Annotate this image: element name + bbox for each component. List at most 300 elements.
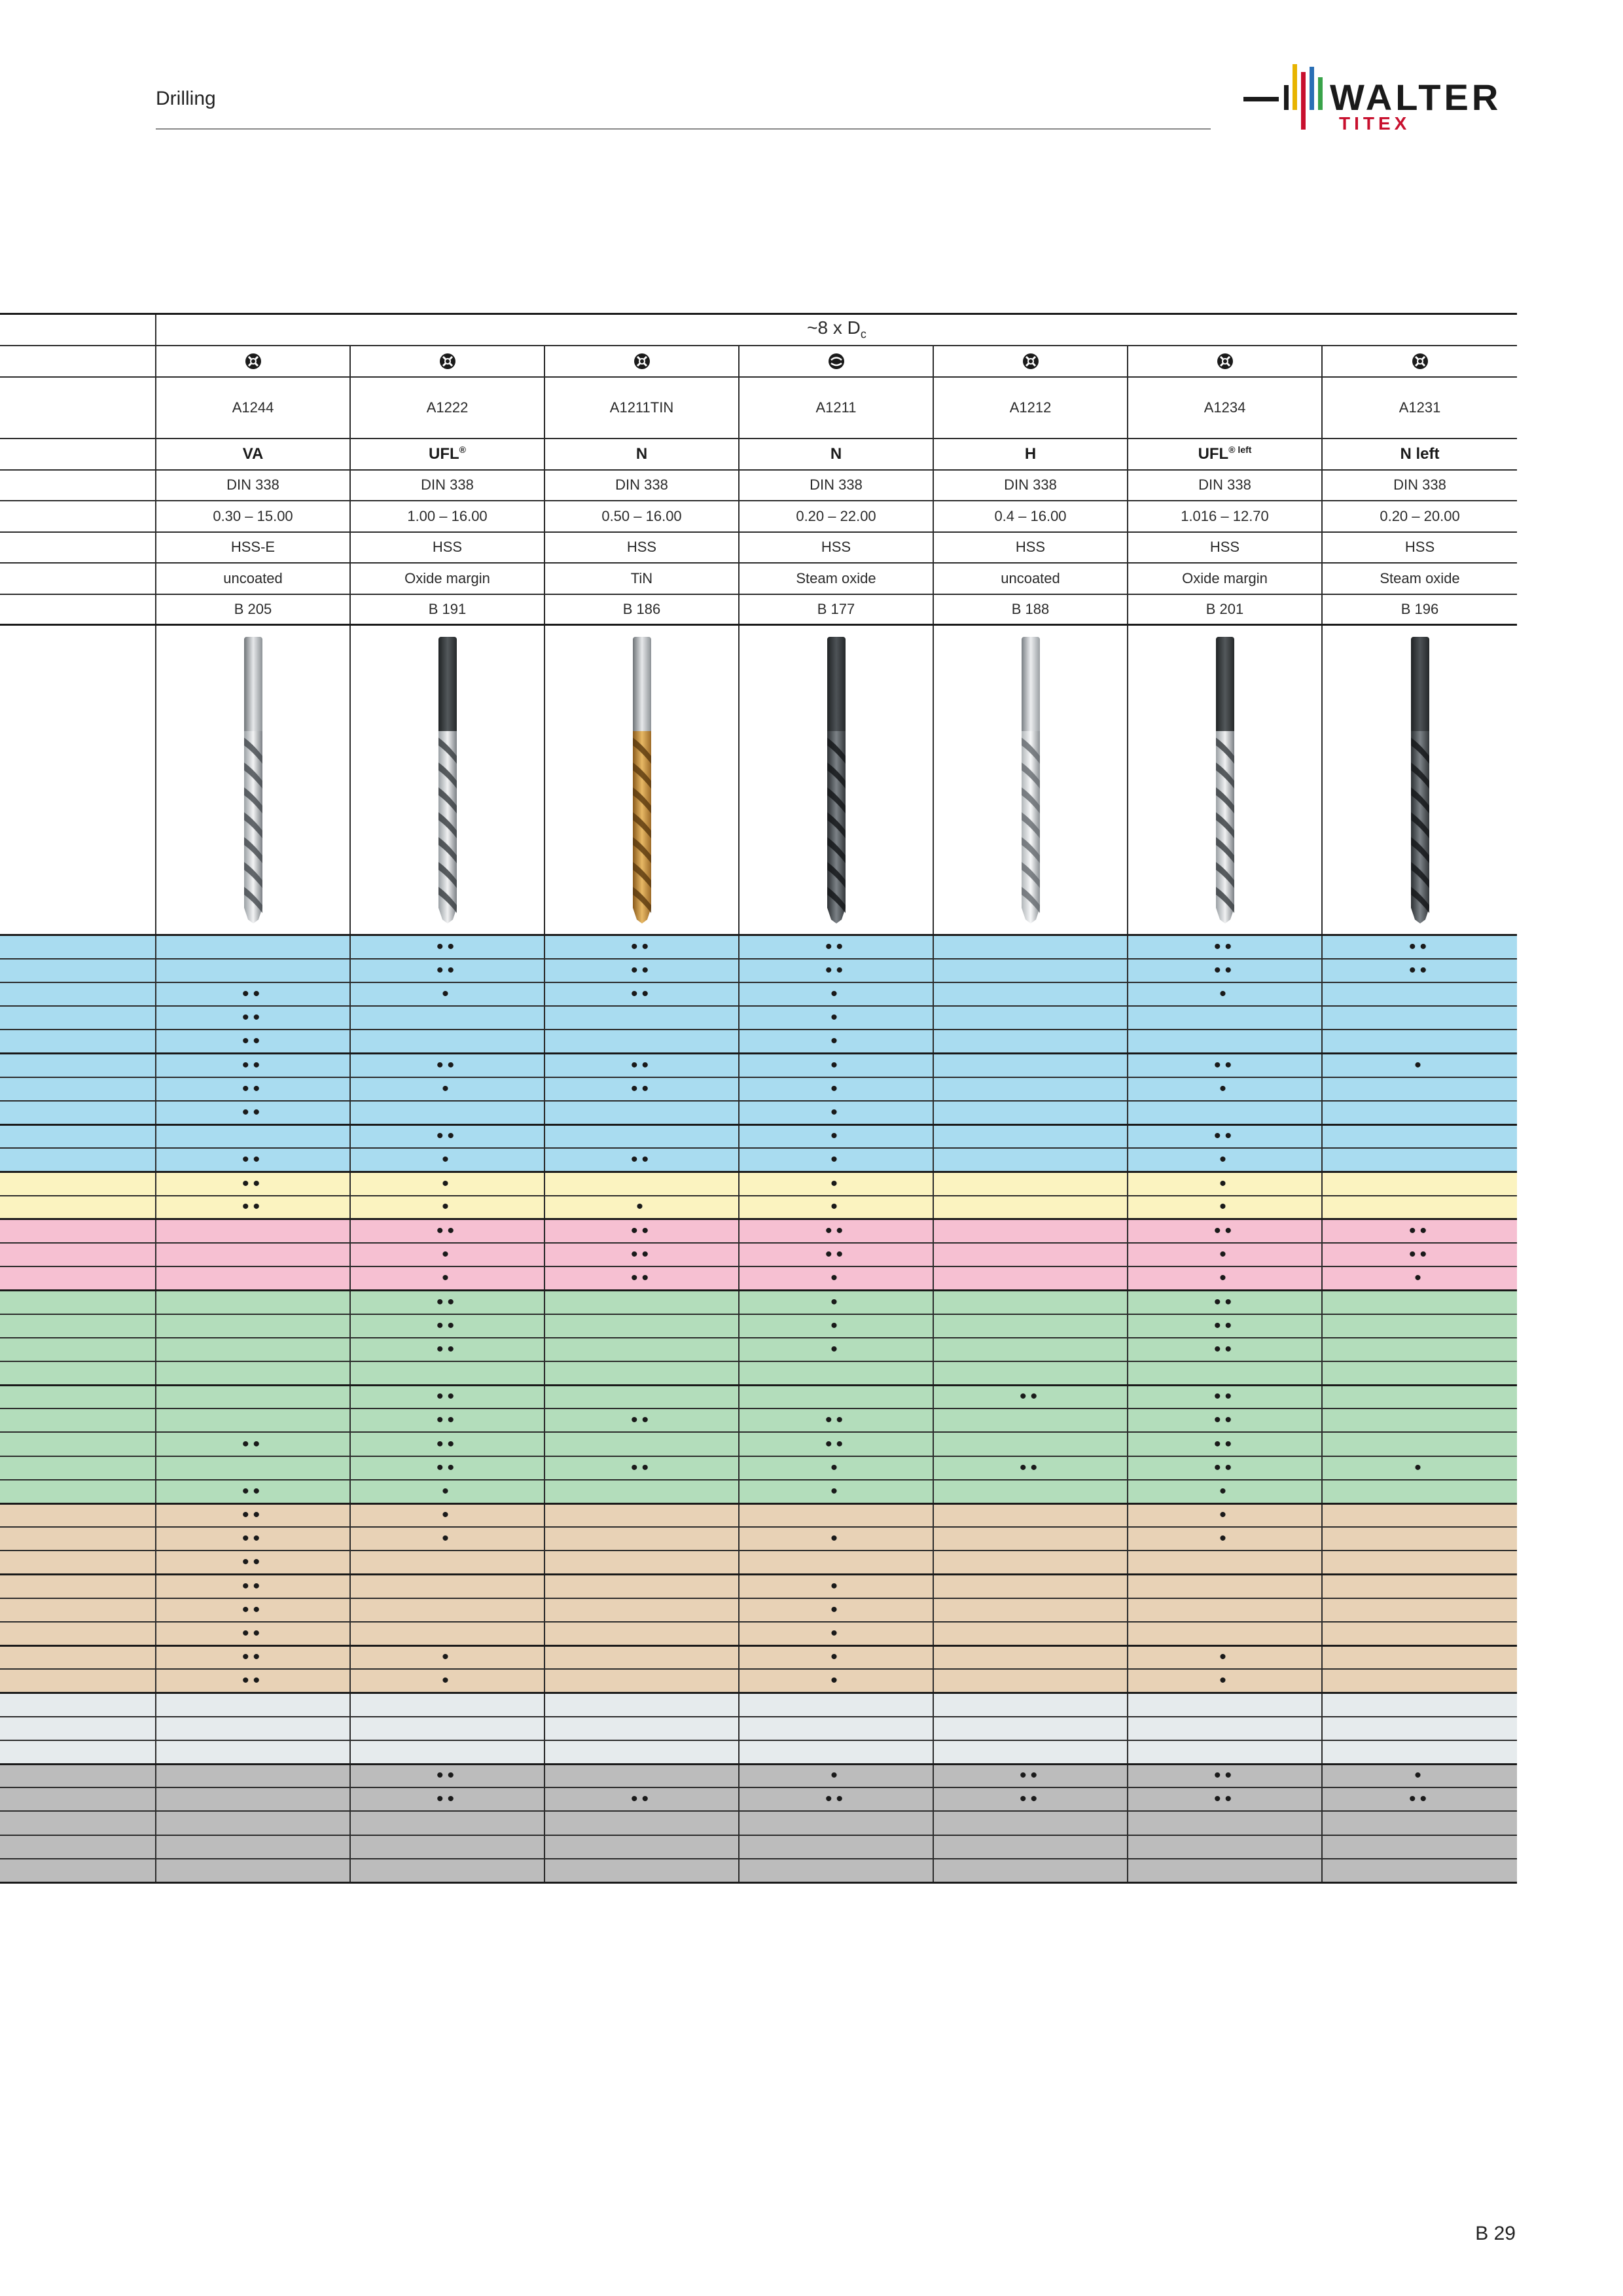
suitability-cell [933, 1456, 1128, 1480]
suitability-primary-dots: •• [1213, 1220, 1236, 1242]
suitability-cell [156, 1622, 350, 1645]
suitability-primary-dots: •• [241, 1551, 264, 1573]
type-superscript: ® left [1228, 444, 1252, 455]
suitability-cell [1322, 1030, 1517, 1053]
suitability-cell [156, 1503, 350, 1527]
material-group-cell [0, 1077, 156, 1101]
diameter-range-cell [1128, 501, 1322, 532]
suitability-cell [1322, 1622, 1517, 1645]
catalog-page-cell [739, 594, 933, 625]
suitability-cell [739, 1551, 933, 1574]
suitability-primary-dots: •• [630, 1220, 652, 1242]
suitability-primary-dots: •• [241, 1622, 264, 1644]
suitability-cell [933, 1764, 1128, 1787]
suitability-secondary-dot: • [1414, 1054, 1425, 1076]
drill-bit-image [1205, 633, 1245, 927]
suitability-cell [933, 1314, 1128, 1338]
suitability-cell [156, 1148, 350, 1172]
suitability-cell [544, 1314, 739, 1338]
material-group-cell [0, 1503, 156, 1527]
suitability-cell [1322, 1338, 1517, 1361]
logo-bar-4 [1310, 67, 1314, 110]
suitability-cell [1322, 1669, 1517, 1693]
diameter-range-cell [544, 501, 739, 532]
standard-cell-text: DIN 338 [615, 476, 668, 493]
suitability-cell [544, 1148, 739, 1172]
catalog-page-cell [933, 594, 1128, 625]
tool-type-cell [739, 439, 933, 470]
standard-cell [739, 470, 933, 501]
suitability-cell [1128, 1480, 1322, 1503]
suitability-primary-dots: •• [436, 1433, 458, 1455]
suitability-cell [156, 1124, 350, 1148]
suitability-primary-dots: •• [436, 1054, 458, 1076]
suitability-primary-dots: •• [436, 1338, 458, 1360]
suitability-cell [1322, 1598, 1517, 1622]
suitability-primary-dots: •• [1019, 1788, 1041, 1810]
suitability-cell [1128, 1503, 1322, 1527]
suitability-cell [350, 1456, 544, 1480]
suitability-cell [156, 1290, 350, 1314]
tool-type-cell-text: UFL [1198, 445, 1229, 463]
suitability-cell [1128, 1622, 1322, 1645]
suitability-primary-dots: •• [241, 1575, 264, 1597]
material-group-cell [0, 1101, 156, 1124]
suitability-cell [1128, 1575, 1322, 1598]
suitability-cell [156, 1006, 350, 1030]
suitability-cell [156, 1361, 350, 1385]
suitability-cell [933, 1385, 1128, 1408]
suitability-cell [739, 1077, 933, 1101]
diameter-range-cell-text: 0.30 – 15.00 [213, 507, 293, 524]
suitability-secondary-dot: • [830, 1125, 842, 1147]
suitability-cell [1322, 1764, 1517, 1787]
material-cell [350, 532, 544, 563]
suitability-cell [739, 1645, 933, 1669]
coating-cell-text: uncoated [223, 569, 283, 586]
suitability-primary-dots: •• [1213, 1314, 1236, 1336]
suitability-secondary-dot: • [636, 1196, 647, 1218]
suitability-cell [1128, 1006, 1322, 1030]
suitability-cell [933, 1645, 1128, 1669]
diameter-range-cell [350, 501, 544, 532]
suitability-primary-dots: •• [1409, 1244, 1431, 1266]
suitability-cell [350, 1693, 544, 1717]
suitability-cell [1128, 1456, 1322, 1480]
suitability-secondary-dot: • [1219, 1266, 1230, 1289]
suitability-cell [350, 1575, 544, 1598]
suitability-cell [156, 1551, 350, 1574]
suitability-primary-dots: •• [241, 1670, 264, 1692]
drill-point-icon [243, 351, 263, 371]
suitability-cell [933, 1859, 1128, 1882]
coating-cell-text: Oxide margin [404, 569, 490, 586]
suitability-cell [1322, 1290, 1517, 1314]
suitability-cell [156, 1219, 350, 1243]
suitability-primary-dots: •• [241, 982, 264, 1005]
suitability-cell [739, 1787, 933, 1811]
label-cell [0, 346, 156, 377]
suitability-primary-dots: •• [241, 1172, 264, 1194]
material-cell-text: HSS [821, 539, 851, 555]
suitability-cell [933, 1243, 1128, 1266]
suitability-cell [933, 935, 1128, 959]
point-icon-cell [156, 346, 350, 377]
suitability-cell [350, 1030, 544, 1053]
suitability-cell [933, 1196, 1128, 1219]
suitability-secondary-dot: • [830, 1077, 842, 1100]
suitability-primary-dots: •• [241, 1077, 264, 1100]
suitability-primary-dots: •• [630, 982, 652, 1005]
suitability-primary-dots: •• [630, 1788, 652, 1810]
suitability-primary-dots: •• [1213, 1054, 1236, 1076]
suitability-cell [1128, 1124, 1322, 1148]
drill-bit-image [622, 633, 662, 927]
designation-cell-text: A1244 [232, 399, 274, 416]
suitability-cell [1322, 1408, 1517, 1432]
coating-cell-text: Steam oxide [1380, 569, 1460, 586]
suitability-cell [1128, 1290, 1322, 1314]
point-icon-cell [1322, 346, 1517, 377]
suitability-primary-dots: •• [241, 1480, 264, 1502]
tool-type-cell [933, 439, 1128, 470]
material-group-cell [0, 1693, 156, 1717]
coating-cell [156, 563, 350, 594]
suitability-primary-dots: •• [241, 1646, 264, 1668]
drill-bit-image [1011, 633, 1050, 927]
suitability-cell [350, 1361, 544, 1385]
suitability-cell [1322, 1053, 1517, 1077]
suitability-cell [350, 1717, 544, 1740]
designation-cell-text: A1222 [426, 399, 469, 416]
suitability-cell [156, 1859, 350, 1882]
suitability-cell [544, 1077, 739, 1101]
suitability-secondary-dot: • [1219, 1646, 1230, 1668]
diameter-range-cell [933, 501, 1128, 532]
point-icon-cell [350, 346, 544, 377]
suitability-cell [933, 1717, 1128, 1740]
suitability-cell [1322, 1456, 1517, 1480]
material-group-cell [0, 1740, 156, 1764]
suitability-cell [350, 1266, 544, 1290]
suitability-cell [350, 1172, 544, 1195]
suitability-cell [350, 1101, 544, 1124]
suitability-primary-dots: •• [630, 1149, 652, 1171]
catalog-page-cell [1322, 594, 1517, 625]
suitability-cell [156, 1077, 350, 1101]
suitability-primary-dots: •• [825, 935, 847, 958]
suitability-secondary-dot: • [830, 1196, 842, 1218]
suitability-primary-dots: •• [241, 1054, 264, 1076]
tool-type-cell-text: N [830, 444, 842, 463]
product-table [0, 313, 1517, 1884]
label-cell [0, 532, 156, 563]
suitability-cell [1128, 1811, 1322, 1835]
suitability-primary-dots: •• [825, 1433, 847, 1455]
suitability-cell [156, 1338, 350, 1361]
material-group-cell [0, 1598, 156, 1622]
suitability-cell [1322, 1006, 1517, 1030]
suitability-primary-dots: •• [241, 1598, 264, 1621]
suitability-primary-dots: •• [241, 1007, 264, 1029]
suitability-cell [544, 1172, 739, 1195]
catalog-page-text: B 177 [817, 600, 855, 617]
material-group-cell [0, 1859, 156, 1882]
suitability-secondary-dot: • [442, 1244, 453, 1266]
drill-point-alt-icon [827, 351, 846, 371]
suitability-primary-dots: •• [630, 1077, 652, 1100]
suitability-secondary-dot: • [830, 1622, 842, 1644]
designation-cell [544, 377, 739, 439]
suitability-primary-dots: •• [436, 1765, 458, 1787]
suitability-cell [544, 1503, 739, 1527]
suitability-secondary-dot: • [1219, 1244, 1230, 1266]
suitability-cell [739, 1266, 933, 1290]
standard-cell-text: DIN 338 [1198, 476, 1251, 493]
suitability-primary-dots: •• [630, 959, 652, 981]
drill-image-cell [739, 625, 933, 935]
suitability-secondary-dot: • [1219, 1504, 1230, 1526]
suitability-secondary-dot: • [830, 982, 842, 1005]
logo-walter-text: WALTER [1330, 77, 1502, 118]
tool-type-cell-text: H [1024, 444, 1037, 463]
material-cell [1128, 532, 1322, 563]
suitability-cell [933, 1361, 1128, 1385]
suitability-cell [1128, 1408, 1322, 1432]
suitability-secondary-dot: • [830, 1030, 842, 1052]
suitability-cell [350, 1598, 544, 1622]
suitability-cell [350, 982, 544, 1006]
suitability-cell [1322, 1124, 1517, 1148]
material-group-cell [0, 1124, 156, 1148]
suitability-secondary-dot: • [1219, 982, 1230, 1005]
suitability-cell [1128, 1219, 1322, 1243]
suitability-cell [544, 1527, 739, 1551]
drill-image-cell [1322, 625, 1517, 935]
suitability-cell [1128, 1077, 1322, 1101]
material-group-cell [0, 1243, 156, 1266]
suitability-cell [1128, 1527, 1322, 1551]
material-group-cell [0, 935, 156, 959]
suitability-secondary-dot: • [442, 1196, 453, 1218]
suitability-cell [1322, 959, 1517, 982]
suitability-cell [156, 1432, 350, 1456]
suitability-primary-dots: •• [436, 1788, 458, 1810]
suitability-cell [933, 1669, 1128, 1693]
suitability-cell [156, 1740, 350, 1764]
suitability-cell [350, 1669, 544, 1693]
diameter-range-cell-text: 0.20 – 20.00 [1380, 507, 1460, 524]
standard-cell [156, 470, 350, 501]
suitability-primary-dots: •• [436, 1456, 458, 1479]
suitability-cell [350, 1764, 544, 1787]
suitability-cell [156, 1314, 350, 1338]
suitability-cell [933, 1740, 1128, 1764]
suitability-cell [1322, 1219, 1517, 1243]
suitability-cell [544, 1787, 739, 1811]
material-group-cell [0, 1408, 156, 1432]
suitability-cell [739, 1148, 933, 1172]
suitability-cell [739, 1575, 933, 1598]
suitability-secondary-dot: • [442, 1480, 453, 1502]
suitability-cell [544, 1811, 739, 1835]
suitability-secondary-dot: • [442, 1670, 453, 1692]
suitability-cell [544, 1598, 739, 1622]
suitability-cell [739, 1006, 933, 1030]
material-group-cell [0, 1456, 156, 1480]
material-cell [739, 532, 933, 563]
material-cell-text: HSS [1209, 539, 1240, 555]
catalog-page-text: B 205 [234, 600, 272, 617]
suitability-cell [350, 1645, 544, 1669]
suitability-cell [933, 1290, 1128, 1314]
suitability-cell [739, 1669, 933, 1693]
suitability-secondary-dot: • [1219, 1149, 1230, 1171]
suitability-cell [156, 982, 350, 1006]
material-group-cell [0, 1432, 156, 1456]
drill-image-cell [156, 625, 350, 935]
suitability-cell [933, 1172, 1128, 1195]
suitability-cell [544, 1480, 739, 1503]
material-group-cell [0, 1527, 156, 1551]
suitability-cell [1322, 1551, 1517, 1574]
suitability-secondary-dot: • [830, 1172, 842, 1194]
tool-type-cell [1322, 439, 1517, 470]
suitability-cell [544, 1622, 739, 1645]
suitability-cell [1128, 1053, 1322, 1077]
material-cell [156, 532, 350, 563]
suitability-cell [350, 1432, 544, 1456]
suitability-cell [544, 1551, 739, 1574]
suitability-cell [544, 1456, 739, 1480]
suitability-cell [933, 1053, 1128, 1077]
suitability-cell [739, 1598, 933, 1622]
suitability-cell [739, 1693, 933, 1717]
suitability-primary-dots: •• [1409, 1220, 1431, 1242]
suitability-secondary-dot: • [442, 1077, 453, 1100]
suitability-cell [933, 1787, 1128, 1811]
suitability-cell [1128, 1243, 1322, 1266]
designation-cell-text: A1231 [1399, 399, 1441, 416]
suitability-secondary-dot: • [830, 1480, 842, 1502]
suitability-primary-dots: •• [825, 1788, 847, 1810]
logo-bar-2 [1293, 64, 1297, 110]
suitability-primary-dots: •• [241, 1504, 264, 1526]
diameter-range-cell [1322, 501, 1517, 532]
suitability-cell [350, 1124, 544, 1148]
suitability-secondary-dot: • [830, 1149, 842, 1171]
suitability-cell [739, 1835, 933, 1859]
material-cell-text: HSS [1015, 539, 1046, 555]
suitability-cell [739, 1456, 933, 1480]
drill-bit-image [1400, 633, 1440, 927]
suitability-cell [350, 1077, 544, 1101]
suitability-cell [350, 1787, 544, 1811]
suitability-primary-dots: •• [1019, 1386, 1041, 1408]
logo-dash [1243, 97, 1279, 101]
suitability-cell [156, 935, 350, 959]
standard-cell [350, 470, 544, 501]
catalog-page-text: B 186 [622, 600, 661, 617]
suitability-cell [1322, 1243, 1517, 1266]
suitability-cell [350, 1503, 544, 1527]
suitability-cell [1128, 1859, 1322, 1882]
suitability-secondary-dot: • [830, 1456, 842, 1479]
suitability-primary-dots: •• [630, 1054, 652, 1076]
suitability-cell [739, 1053, 933, 1077]
suitability-cell [933, 1266, 1128, 1290]
suitability-primary-dots: •• [1213, 935, 1236, 958]
diameter-range-cell [156, 501, 350, 532]
suitability-cell [544, 1408, 739, 1432]
suitability-cell [933, 1077, 1128, 1101]
suitability-cell [1322, 1314, 1517, 1338]
suitability-cell [739, 935, 933, 959]
suitability-cell [1322, 935, 1517, 959]
designation-cell-text: A1211TIN [609, 399, 674, 416]
suitability-cell [156, 1456, 350, 1480]
standard-cell [544, 470, 739, 501]
suitability-primary-dots: •• [1213, 1788, 1236, 1810]
suitability-cell [933, 1598, 1128, 1622]
point-icon-cell [1128, 346, 1322, 377]
suitability-cell [350, 935, 544, 959]
suitability-secondary-dot: • [1414, 1765, 1425, 1787]
suitability-secondary-dot: • [1219, 1077, 1230, 1100]
suitability-cell [350, 1148, 544, 1172]
catalog-page-text: B 201 [1205, 600, 1244, 617]
suitability-cell [1322, 1432, 1517, 1456]
suitability-cell [544, 982, 739, 1006]
suitability-primary-dots: •• [241, 1528, 264, 1550]
drill-point-icon [1021, 351, 1041, 371]
suitability-cell [350, 1006, 544, 1030]
material-cell [933, 532, 1128, 563]
suitability-cell [1322, 1835, 1517, 1859]
suitability-cell [1128, 1787, 1322, 1811]
catalog-page-cell [156, 594, 350, 625]
suitability-cell [1322, 982, 1517, 1006]
suitability-secondary-dot: • [830, 1528, 842, 1550]
designation-cell [739, 377, 933, 439]
suitability-cell [933, 1835, 1128, 1859]
suitability-primary-dots: •• [241, 1196, 264, 1218]
suitability-cell [933, 1622, 1128, 1645]
type-superscript: ® [459, 444, 466, 455]
tool-type-cell-text: N [635, 444, 648, 463]
suitability-cell [933, 1811, 1128, 1835]
suitability-cell [544, 1290, 739, 1314]
suitability-cell [1128, 1669, 1322, 1693]
suitability-cell [156, 1645, 350, 1669]
section-title: Drilling [156, 88, 216, 109]
suitability-cell [544, 1717, 739, 1740]
material-group-cell [0, 982, 156, 1006]
tool-type-cell [1128, 439, 1322, 470]
label-cell [0, 501, 156, 532]
suitability-secondary-dot: • [442, 1528, 453, 1550]
coating-cell [933, 563, 1128, 594]
suitability-cell [1128, 1385, 1322, 1408]
catalog-page-text: B 196 [1400, 600, 1439, 617]
suitability-cell [156, 1408, 350, 1432]
suitability-cell [350, 1551, 544, 1574]
tool-type-cell-text: N left [1400, 444, 1440, 463]
suitability-cell [739, 1314, 933, 1338]
suitability-cell [350, 1196, 544, 1219]
suitability-secondary-dot: • [1219, 1670, 1230, 1692]
suitability-secondary-dot: • [830, 1765, 842, 1787]
